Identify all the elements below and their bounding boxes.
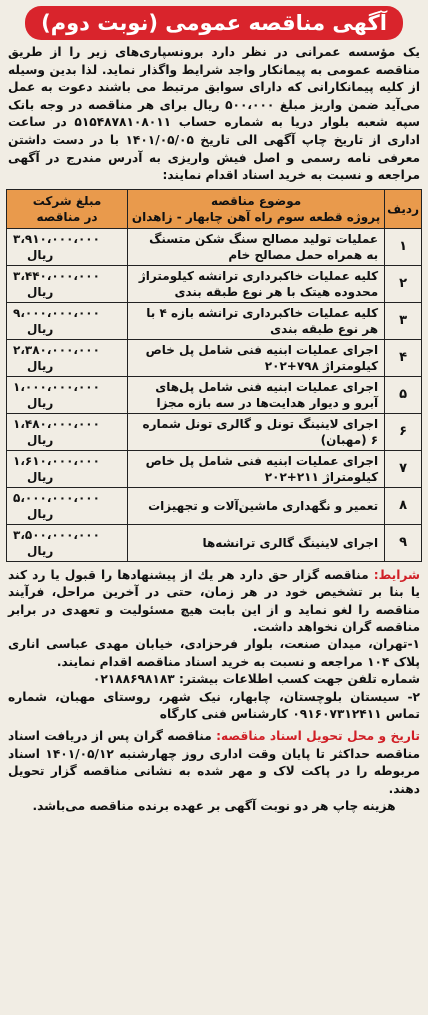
row-number: ۹ — [385, 524, 422, 561]
row-number: ۸ — [385, 487, 422, 524]
header-subject-line2: پروژه قطعه سوم راه آهن چابهار - زاهدان — [131, 209, 381, 224]
table-header-row — [7, 189, 422, 228]
table-row — [7, 376, 422, 413]
row-number: ۱ — [385, 228, 422, 265]
row-amount: ۲،۳۸۰،۰۰۰،۰۰۰ — [13, 342, 100, 357]
table-row — [7, 450, 422, 487]
row-amount: ۱،۶۱۰،۰۰۰،۰۰۰ — [13, 453, 100, 468]
delivery-section — [8, 728, 420, 815]
row-amount-cell — [7, 228, 128, 265]
row-amount: ۳،۹۱۰،۰۰۰،۰۰۰ — [13, 231, 100, 246]
row-amount-unit: ریال — [27, 395, 54, 410]
conditions-text: مناقصه گزار حق دارد هر یك از پیشنهادها را قبول یا رد كند یا بنا بر تشخیص خود در هر زمان، حتی در آخرین مراحل، فرآیند مناقصه را لغو نماید و از این بابت هیچ مسئولیت و تعهدی در برابر مناقصه گران نخواهد داشت. — [8, 567, 420, 634]
row-amount: ۱،۴۸۰،۰۰۰،۰۰۰ — [13, 416, 100, 431]
row-description: اجرای لاینینگ گالری ترانشه‌ها — [128, 524, 385, 561]
table-row — [7, 339, 422, 376]
row-number: ۴ — [385, 339, 422, 376]
row-description: عملیات تولید مصالح سنگ شکن متسنگ به همراه حمل مصالح خام — [128, 228, 385, 265]
row-amount-cell — [7, 524, 128, 561]
header-subject — [128, 189, 385, 228]
table-row — [7, 487, 422, 524]
row-amount-cell — [7, 487, 128, 524]
table-row — [7, 524, 422, 561]
intro-text: یک مؤسسه عمرانی در نظر دارد برونسپاری‌های زیر را از طریق مناقصه عمومی به پیمانکار واجد شرایط واگذار نماید. لذا بدین وسیله از کلیه پیمانکارانی که دارای سوابق مرتبط می باشند دعوت به عمل می‌آید ضمن واریز مبلغ ۵۰۰،۰۰۰ ریال برای هر مناقصه در وجه بانک سپه شعبه بلوار دریا به شماره حساب ۵۱۵۴۸۷۸۱۰۸۰۱۱ در ساعت اداری از تاریخ چاپ آگهی الی تاریخ ۱۴۰۱/۰۵/۰۵ با در دست داشتن معرفی نامه رسمی و اصل فیش واریزی به آدرس مندرج در آگهی مراجعه و نسبت به خرید اسناد اقدام نمایند: — [8, 45, 421, 183]
title-wrap — [6, 6, 422, 40]
header-amount-line1: مبلغ شرکت — [32, 193, 102, 208]
row-amount: ۳،۴۴۰،۰۰۰،۰۰۰ — [13, 268, 100, 283]
row-amount-unit: ریال — [27, 321, 54, 336]
header-subject-line1: موضوع مناقصه — [210, 193, 302, 208]
phone-tehran: شماره تلفن جهت کسب اطلاعات بیشتر: ۰۲۱۸۸۶۹۸۱۸۳ — [92, 672, 420, 687]
row-amount-unit: ریال — [27, 358, 54, 373]
row-description: اجرای عملیات ابنیه فنی شامل پل‌های آبرو و دیوار هدایت‌ها در سه بازه مجزا — [128, 376, 385, 413]
header-amount — [7, 189, 128, 228]
row-amount-unit: ریال — [27, 432, 54, 447]
row-amount-unit: ریال — [27, 543, 54, 558]
row-number: ۲ — [385, 265, 422, 302]
row-number: ۵ — [385, 376, 422, 413]
row-amount: ۹،۰۰۰،۰۰۰،۰۰۰ — [13, 305, 100, 320]
row-number: ۶ — [385, 413, 422, 450]
header-row-number: ردیف — [385, 189, 422, 228]
address-chabahar: ۲- سیستان بلوچستان، چابهار، نیک شهر، روستای مهبان، شماره تماس ۰۹۱۶۰۷۳۱۲۴۱۱ کارشناس فنی کارگاه — [8, 689, 420, 721]
row-amount: ۳،۵۰۰،۰۰۰،۰۰۰ — [13, 527, 100, 542]
row-number: ۷ — [385, 450, 422, 487]
row-amount-unit: ریال — [27, 247, 54, 262]
table-row — [7, 228, 422, 265]
row-amount: ۱،۰۰۰،۰۰۰،۰۰۰ — [13, 379, 100, 394]
row-amount-cell — [7, 265, 128, 302]
row-amount-cell — [7, 339, 128, 376]
row-amount-cell — [7, 413, 128, 450]
row-number: ۳ — [385, 302, 422, 339]
conditions-label: شرایط: — [373, 567, 420, 582]
row-amount: ۵،۰۰۰،۰۰۰،۰۰۰ — [13, 490, 100, 505]
print-cost-note: هزینه چاپ هر دو نوبت آگهی بر عهده برنده مناقصه می‌باشد. — [32, 799, 396, 814]
table-row — [7, 265, 422, 302]
row-description: اجرای لاینینگ تونل و گالری تونل شماره ۶ (مهبان) — [128, 413, 385, 450]
row-description: اجرای عملیات ابنیه فنی شامل پل خاص کیلومتراژ ۲۱۱+۲۰۲ — [128, 450, 385, 487]
table-row — [7, 302, 422, 339]
row-amount-cell — [7, 376, 128, 413]
header-amount-line2: در مناقصه — [36, 209, 98, 224]
delivery-label: تاریخ و محل تحویل اسناد مناقصه: — [216, 729, 420, 744]
row-amount-cell — [7, 302, 128, 339]
address-tehran: ۱-تهران، میدان صنعت، بلوار فرحزادی، خیابان مهدی عباسی اناری پلاک ۱۰۴ مراجعه و نسبت به خرید اسناد مناقصه اقدام نمایند. — [8, 637, 420, 669]
row-amount-cell — [7, 450, 128, 487]
table-row — [7, 413, 422, 450]
row-amount-unit: ریال — [27, 284, 54, 299]
row-description: اجرای عملیات ابنیه فنی شامل پل خاص کیلومتراژ ۷۹۸+۲۰۲ — [128, 339, 385, 376]
conditions-section — [8, 567, 420, 724]
row-description: کلیه عملیات خاکبرداری ترانشه بازه ۴ با هر نوع طبقه بندی — [128, 302, 385, 339]
page-title: آگهی مناقصه عمومی (نوبت دوم) — [25, 6, 403, 40]
row-description: کلیه عملیات خاکبرداری ترانشه کیلومتراژ محدوده هیتک با هر نوع طبقه بندی — [128, 265, 385, 302]
row-amount-unit: ریال — [27, 506, 54, 521]
row-description: تعمیر و نگهداری ماشین‌آلات و تجهیزات — [128, 487, 385, 524]
row-amount-unit: ریال — [27, 469, 54, 484]
delivery-text: مناقصه گران پس از دریافت اسناد مناقصه حداکثر تا پایان وقت اداری روز چهارشنبه ۱۴۰۱/۰۵/۱۲ اسناد مربوطه را در پاکت لاک و مهر شده به نشانی مناقصه گزار تحویل دهند. — [8, 729, 420, 796]
tender-table — [6, 189, 422, 562]
